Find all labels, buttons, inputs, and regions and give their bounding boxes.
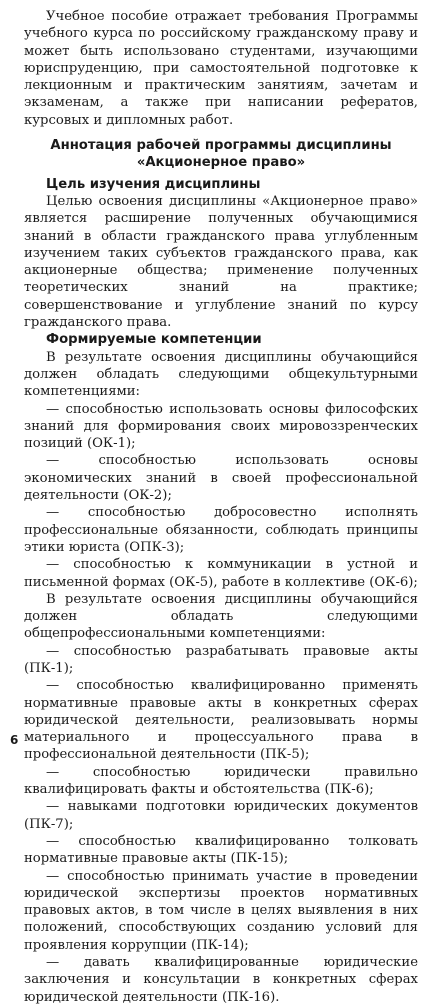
goal-heading: Цель изучения дисциплины — [46, 176, 261, 192]
professional-competency-item: — способностью квалифицированно применять нормативные правовые акты в конкретных сферах юридической деятельности, реализовывать нормы материального и процессуального права в профессиональной деятельности (ПК-5); — [24, 678, 418, 763]
intro-paragraph: Учебное пособие отражает требования Программы учебного курса по российскому гражданскому праву и может быть использовано студентами, изучающими юриспруденцию, при самостоятельной подготовке к лекционным и практическим занятиям, зачетам и экзаменам, а также при написании рефератов, курсовых и дипломных работ. — [24, 9, 418, 128]
page-content — [24, 8, 418, 1006]
professional-competency-item: — способностью квалифицированно толковать нормативные правовые акты (ПК-15); — [24, 833, 418, 867]
page-number: 6 — [10, 733, 19, 747]
professional-competency-item: — давать квалифицированные юридические заключения и консультации в конкретных сферах юридической деятельности (ПК-16). — [24, 955, 418, 1005]
general-competency-item: — способностью к коммуникации в устной и письменной формах (ОК-5), работе в коллективе (ОК-6); — [24, 557, 418, 590]
competencies-heading: Формируемые компетенции — [46, 332, 262, 348]
general-competency-item: — способностью использовать основы философских знаний для формирования своих мировоззренческих позиций (ОК-1); — [24, 401, 418, 452]
professional-competency-item: — способностью юридически правильно квалифицировать факты и обстоятельства (ПК-6); — [24, 764, 418, 798]
professional-competencies-intro: В результате освоения дисциплины обучающийся должен обладать следующими общепрофессиональными компетенциями: — [24, 591, 418, 642]
annotation-title — [24, 137, 418, 172]
general-competency-item: — способностью использовать основы экономических знаний в своей профессиональной деятельности (ОК-2); — [24, 453, 418, 504]
general-competencies-intro: В результате освоения дисциплины обучающийся должен обладать следующими общекультурными компетенциями: — [24, 349, 418, 400]
general-competency-item: — способностью добросовестно исполнять профессиональные обязанности, соблюдать принципы этики юриста (ОПК-3); — [24, 505, 418, 555]
professional-competency-item: — навыками подготовки юридических документов (ПК-7); — [24, 799, 418, 832]
professional-competency-item: — способностью разрабатывать правовые акты (ПК-1); — [24, 643, 418, 676]
annotation-title-line-1: Аннотация рабочей программы дисциплины — [50, 138, 392, 154]
professional-competency-item: — способностью принимать участие в проведении юридической экспертизы проектов нормативных правовых актов, в том числе в целях выявления в них положений, способствующих созданию условий для проявления коррупции (ПК-14); — [24, 868, 418, 953]
annotation-title-line-2: «Акционерное право» — [136, 155, 306, 171]
goal-paragraph: Целью освоения дисциплины «Акционерное право» является расширение полученных обучающимися знаний в области гражданского права углубленным изучением таких субъектов гражданского права, как акционерные общества; применение полученных теоретических знаний на практике; совершенствование и углубление знаний по курсу гражданского права. — [24, 193, 418, 331]
